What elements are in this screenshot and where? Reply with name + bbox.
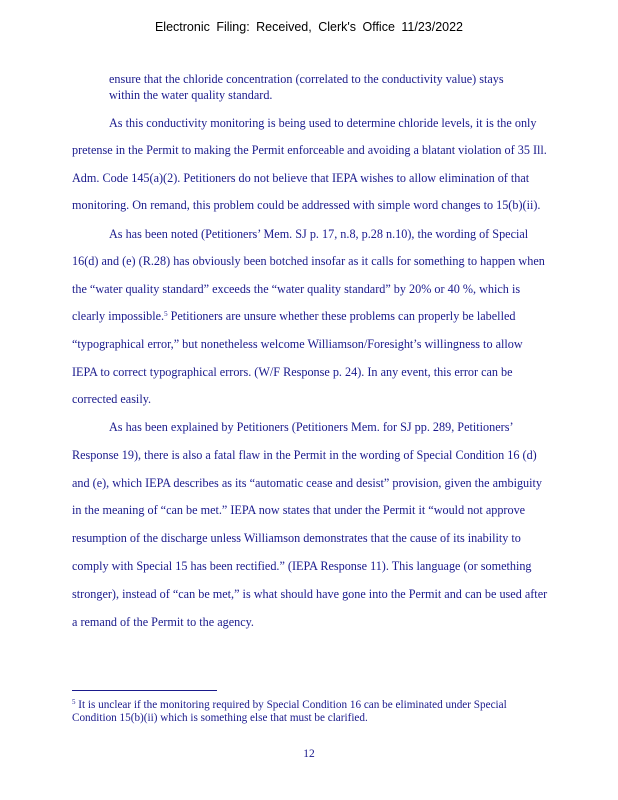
footnote-text-1: It is unclear if the monitoring required by Special Condition 16 can be eliminated under Special [75, 699, 507, 711]
text-line: “typographical error,” but nonetheless welcome Williamson/Foresight’s willingness to allow [72, 337, 523, 351]
text-line: As this conductivity monitoring is being used to determine chloride levels, it is the only [109, 116, 537, 130]
text-line: comply with Special 15 has been rectified.” (IEPA Response 11). This language (or something [72, 559, 532, 573]
text-line: pretense in the Permit to making the Permit enforceable and avoiding a blatant violation of 35 Ill. [72, 143, 547, 157]
text-line: Response 19), there is also a fatal flaw in the Permit in the wording of Special Condition 16 (d) [72, 448, 537, 462]
text-line: Adm. Code 145(a)(2). Petitioners do not believe that IEPA wishes to allow elimination of that [72, 171, 530, 185]
text-line: clearly impossible.$^5$ Petitioners are unsure whether these problems can properly be labelled [72, 309, 516, 323]
text-line: and (e), which IEPA describes as its “automatic cease and desist” provision, given the ambiguity [72, 476, 543, 490]
text-line: As has been noted (Petitioners’ Mem. SJ p. 17, n.8, p.28 n.10), the wording of Special [109, 227, 529, 241]
text-line: As has been explained by Petitioners (Petitioners Mem. for SJ pp. 289, Petitioners’ [109, 420, 514, 434]
text-line: the “water quality standard” exceeds the “water quality standard” by 20% or 40 %, which is [72, 282, 521, 296]
filing-stamp-header: Electronic Filing: Received, Clerk's Office 11/23/2022 [154, 20, 464, 34]
footnote-marker: 5 [72, 698, 76, 706]
text-line: IEPA to correct typographical errors. (W/F Response p. 24). In any event, this error can be [72, 365, 513, 379]
text-line: corrected easily. [72, 392, 152, 406]
text-line: a remand of the Permit to the agency. [72, 615, 254, 629]
text-line: 16(d) and (e) (R.28) has obviously been botched insofar as it calls for something to happen when [72, 254, 545, 268]
footnote-reference: 5 [164, 310, 168, 318]
footnote-line-1 [72, 699, 507, 711]
footnote-line-2 [72, 713, 368, 724]
text-line: stronger), instead of “can be met,” is what should have gone into the Permit and can be used after [72, 587, 548, 601]
text-line: resumption of the discharge unless Williamson demonstrates that the cause of its inability to [72, 531, 521, 545]
text-line: ensure that the chloride concentration (correlated to the conductivity value) stays [109, 72, 504, 86]
text-line: monitoring. On remand, this problem could be addressed with simple word changes to 15(b)(ii). [72, 198, 541, 212]
text-line: in the meaning of “can be met.” IEPA now states that under the Permit it “would not approve [72, 503, 526, 517]
footnote-text-2: Condition 15(b)(ii) which is something else that must be clarified. [72, 712, 368, 724]
page-number: 12 [303, 748, 315, 760]
text-line: within the water quality standard. [109, 88, 273, 102]
footnote-separator [72, 690, 217, 691]
